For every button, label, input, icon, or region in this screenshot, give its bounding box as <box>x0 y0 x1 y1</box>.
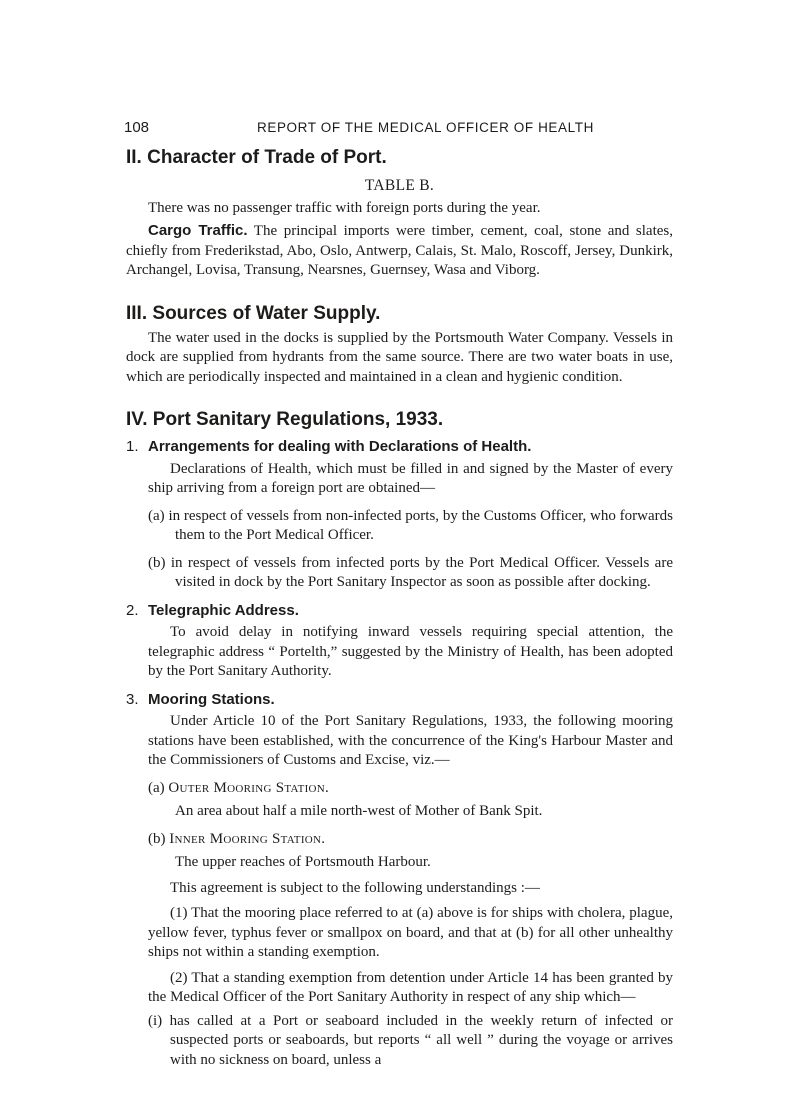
outer-mooring-text: An area about half a mile north-west of Mother of Bank Spit. <box>175 803 543 819</box>
understanding-2-item-i: (i) has called at a Port or seaboard included in the weekly return of infected or suspected ports or seaboards, but reports “ all well ” during the voyage or arrives with no sickness on board, unless a <box>148 1012 673 1068</box>
table-label: TABLE B. <box>364 177 435 194</box>
declarations-paragraph: Declarations of Health, which must be filled in and signed by the Master of every ship arriving from a foreign port are obtained— <box>148 460 673 496</box>
declarations-item-b: (b) in respect of vessels from infected ports by the Port Medical Officer. Vessels are visited in dock by the Port Sanitary Inspector as soon as possible after docking. <box>148 554 673 590</box>
cargo-traffic-paragraph <box>126 221 673 281</box>
inner-mooring-title: (b) Inner Mooring Station. <box>148 830 326 847</box>
declarations-item-a: (a) in respect of vessels from non-infected ports, by the Customs Officer, who forwards them to the Port Medical Officer. <box>148 507 673 543</box>
cargo-traffic-runin: Cargo Traffic. <box>148 222 248 239</box>
running-title: REPORT OF THE MEDICAL OFFICER OF HEALTH <box>257 120 594 135</box>
mooring-paragraph: Under Article 10 of the Port Sanitary Regulations, 1933, the following mooring stations have been established, with the concurrence of the King's Harbour Master and the Commissioners of Customs and Excise, viz.— <box>148 713 673 768</box>
water-supply-paragraph: The water used in the docks is supplied by the Portsmouth Water Company. Vessels in dock are supplied from hydrants from the same source. There are two water boats in use, which are periodically inspected and maintained in a clean and hygienic condition. <box>126 329 673 385</box>
subsection-1-title: 1. Arrangements for dealing with Declarations of Health. <box>126 438 532 455</box>
cargo-traffic-text: The principal imports were timber, cement, coal, stone and slates, chiefly from Frederikstad, Abo, Oslo, Antwerp, Calais, St. Malo, Roscoff, Jersey, Dunkirk, Archangel, Lovisa, Transung, Nearsnes, Guernsey, Wasa and Viborg. <box>126 223 674 278</box>
outer-mooring-title: (a) Outer Mooring Station. <box>148 779 330 796</box>
passenger-traffic-paragraph: There was no passenger traffic with foreign ports during the year. <box>148 199 541 216</box>
section-2-heading: II. Character of Trade of Port. <box>126 147 387 168</box>
subsection-2-title: 2. Telegraphic Address. <box>126 601 299 619</box>
understanding-2: (2) That a standing exemption from detention under Article 14 has been granted by the Medical Officer of the Port Sanitary Authority in respect of any ship which— <box>148 969 673 1005</box>
understanding-1: (1) That the mooring place referred to at (a) above is for ships with cholera, plague, yellow fever, typhus fever or smallpox on board, and that at (b) for all other unhealthy ships not within a standing exemption. <box>148 905 673 960</box>
subsection-3-title: 3. Mooring Stations. <box>126 690 275 708</box>
page-content <box>126 146 673 1070</box>
agreement-paragraph: This agreement is subject to the following understandings :— <box>170 879 540 896</box>
page-number: 108 <box>124 119 150 136</box>
page-header <box>124 119 684 139</box>
section-3-heading: III. Sources of Water Supply. <box>126 302 381 324</box>
inner-mooring-text: The upper reaches of Portsmouth Harbour. <box>175 854 431 870</box>
telegraphic-paragraph: To avoid delay in notifying inward vessels requiring special attention, the telegraphic address “ Portelth,” suggested by the Ministry of Health, has been adopted by the Port Sanitary Authority. <box>148 624 673 679</box>
section-4-heading: IV. Port Sanitary Regulations, 1933. <box>126 409 444 430</box>
